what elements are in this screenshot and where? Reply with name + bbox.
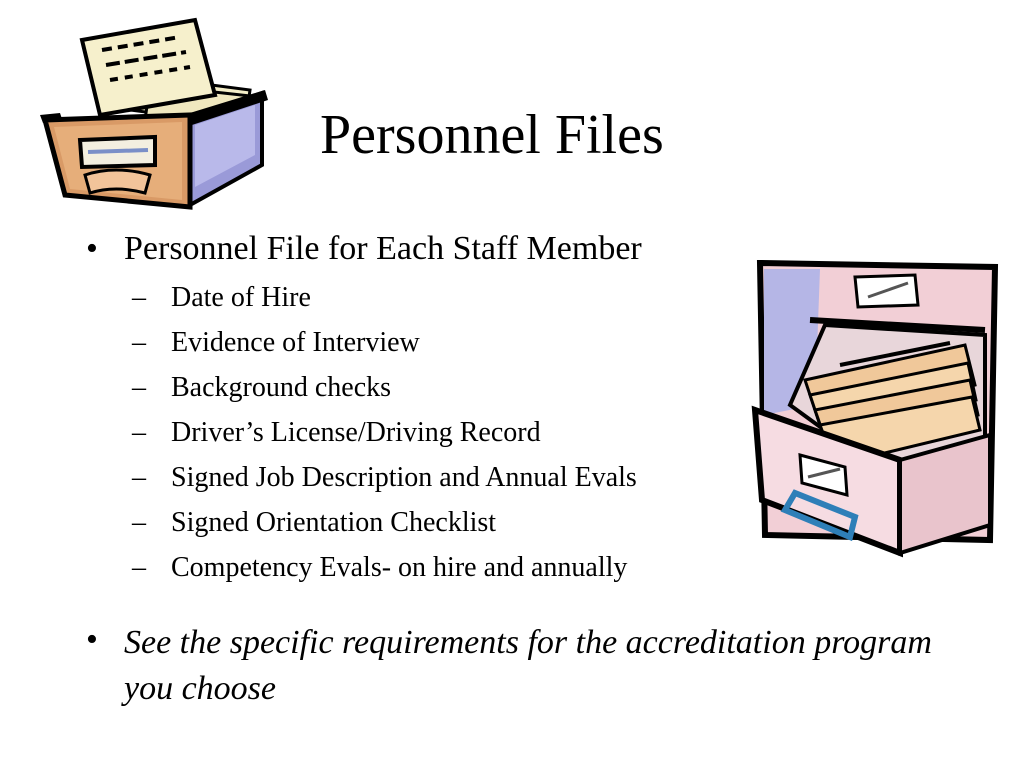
dash-glyph: – xyxy=(132,507,146,538)
dash-glyph: – xyxy=(132,282,146,313)
sub-item-text: Driver’s License/Driving Record xyxy=(171,417,541,448)
dash-glyph: – xyxy=(132,327,146,358)
dash-glyph: – xyxy=(132,552,146,583)
filing-cabinet-drawer-clipart xyxy=(750,255,1000,560)
bullet-glyph: • xyxy=(86,230,98,267)
bullet-text: Personnel File for Each Staff Member xyxy=(124,230,642,267)
card-file-drawer-clipart xyxy=(40,15,270,230)
sub-item-text: Signed Job Description and Annual Evals xyxy=(171,462,637,493)
dash-glyph: – xyxy=(132,462,146,493)
sub-item-text: Competency Evals- on hire and annually xyxy=(171,552,628,583)
slide-title: Personnel Files xyxy=(320,104,664,166)
dash-glyph: – xyxy=(132,417,146,448)
sub-item-text: Signed Orientation Checklist xyxy=(171,507,497,538)
dash-glyph: – xyxy=(132,372,146,403)
sub-item-text: Evidence of Interview xyxy=(171,327,420,358)
sub-item-text: Date of Hire xyxy=(171,282,311,313)
sub-item-text: Background checks xyxy=(171,372,392,403)
bullet-text: See the specific requirements for the accreditation program you choose xyxy=(124,624,932,707)
bullet-glyph: • xyxy=(86,621,98,658)
